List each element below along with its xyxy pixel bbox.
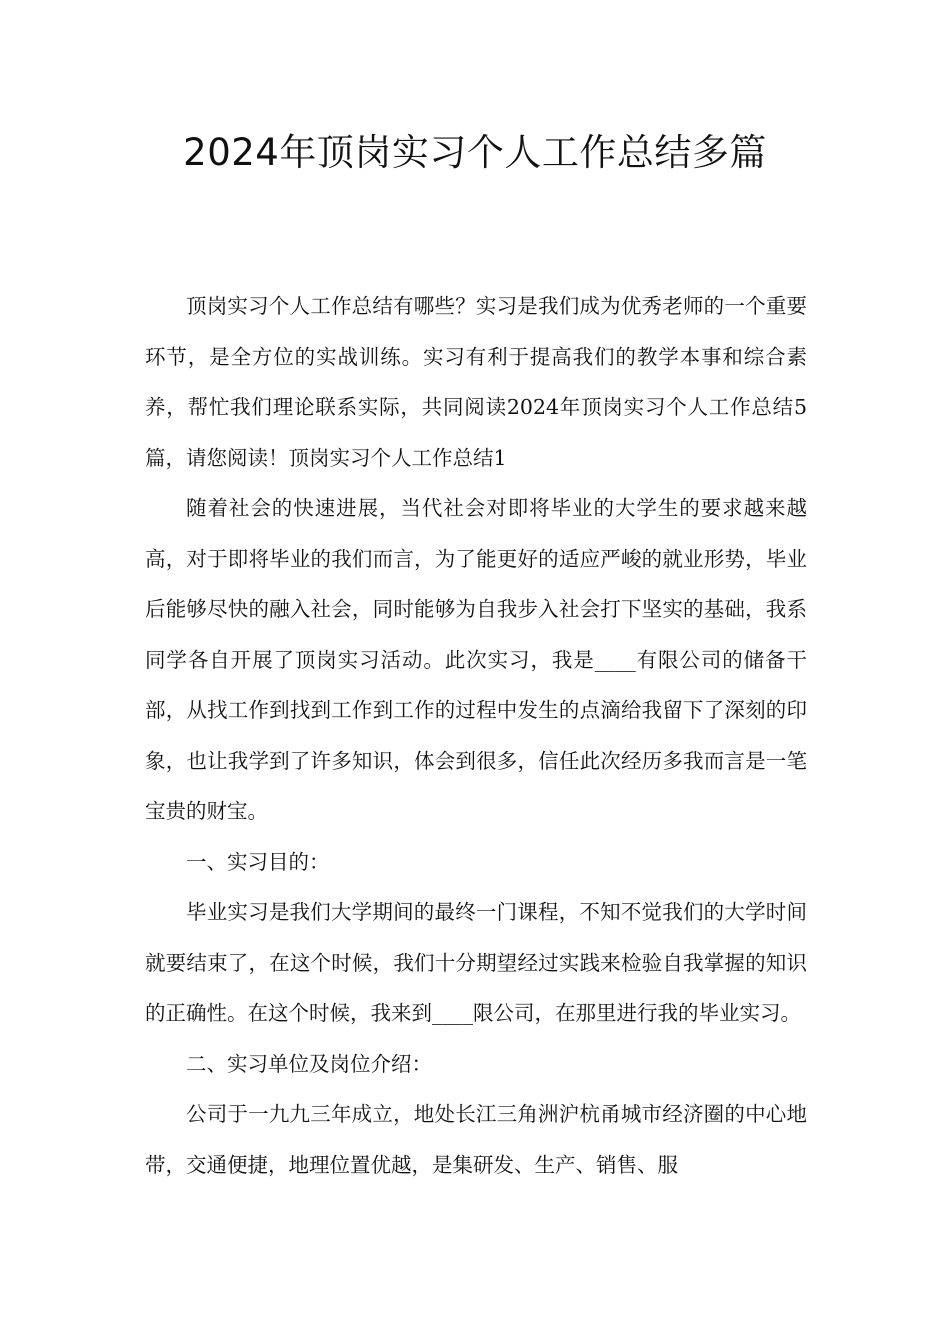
body-paragraph: 公司于一九九三年成立，地处长江三角洲沪杭甬城市经济圈的中心地带，交通便捷，地理位置优越，是集研发、生产、销售、服: [145, 1102, 807, 1177]
body-paragraph: 随着社会的快速进展，当代社会对即将毕业的大学生的要求越来越高，对于即将毕业的我们而言，为了能更好的适应严峻的就业形势，毕业后能够尽快的融入社会，同时能够为自我步入社会打下坚实的基础，我系同学各自开展了顶岗实习活动。此次实习，我是____有限公司的储备干部，从找工作到找到工作到工作的过程中发生的点滴给我留下了深刻的印象，也让我学到了许多知识，体会到很多，信任此次经历多我而言是一笔宝贵的财宝。: [145, 496, 807, 823]
document-title: 2024年顶岗实习个人工作总结多篇: [183, 131, 767, 174]
document-body: [145, 281, 807, 1190]
intro-paragraph: 顶岗实习个人工作总结有哪些？实习是我们成为优秀老师的一个重要环节，是全方位的实战训练。实习有利于提高我们的教学本事和综合素养，帮忙我们理论联系实际，共同阅读2024年顶岗实习个人工作总结5篇，请您阅读！顶岗实习个人工作总结1: [145, 294, 807, 470]
body-paragraph: 毕业实习是我们大学期间的最终一门课程，不知不觉我们的大学时间就要结束了，在这个时候，我们十分期望经过实践来检验自我掌握的知识的正确性。在这个时候，我来到____限公司，在那里进行我的毕业实习。: [145, 900, 807, 1025]
section-heading-purpose: 一、实习目的：: [186, 849, 330, 874]
section-heading-unit: 二、实习单位及岗位介绍：: [186, 1051, 432, 1076]
